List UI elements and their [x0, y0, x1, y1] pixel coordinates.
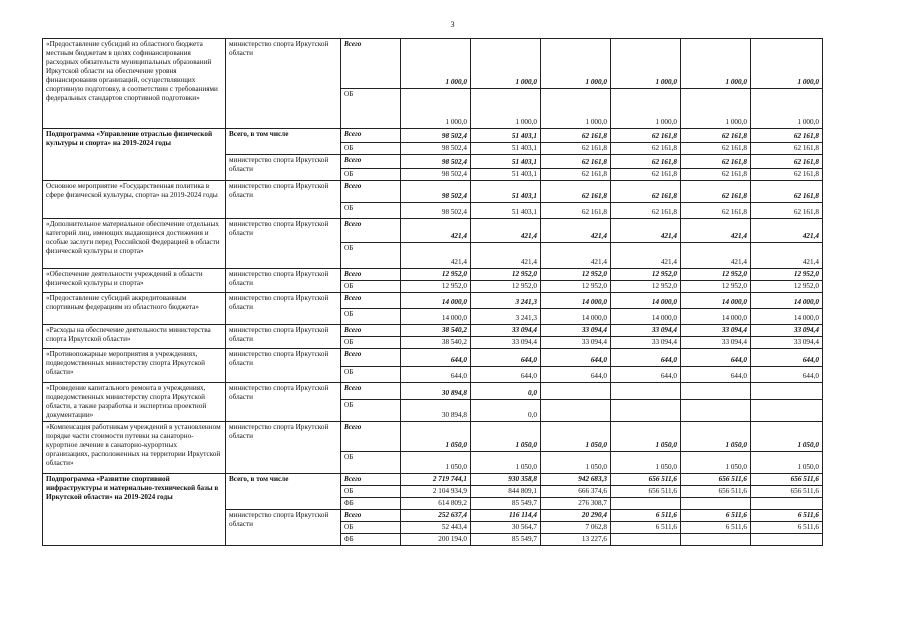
year-amount: 62 161,8 — [611, 155, 681, 169]
table-row — [43, 349, 823, 367]
year-amount: 30 564,7 — [471, 522, 541, 534]
year-amount: 62 161,8 — [681, 169, 751, 181]
year-amount: 12 952,0 — [611, 269, 681, 281]
measure-name: «Расходы на обеспечение деятельности министерства спорта Иркутской области» — [43, 325, 226, 349]
funding-source: ОБ — [341, 486, 401, 498]
year-amount: 1 050,0 — [401, 422, 471, 452]
year-amount: 644,0 — [541, 349, 611, 367]
year-amount: 6 511,6 — [751, 522, 823, 534]
executor: министерство спорта Иркутской области — [226, 181, 341, 219]
year-amount: 12 952,0 — [541, 269, 611, 281]
year-amount: 614 809,2 — [401, 498, 471, 510]
year-amount: 1 000,0 — [681, 39, 751, 89]
funding-source: ОБ — [341, 89, 401, 129]
measure-name: «Предоставление субсидий аккредитованным спортивным федерациям из областного бюджета» — [43, 293, 226, 325]
executor: министерство спорта Иркутской области — [226, 325, 341, 349]
year-amount — [541, 383, 611, 400]
year-amount: 644,0 — [401, 349, 471, 367]
funding-source: Всего — [341, 325, 401, 337]
year-amount: 1 050,0 — [471, 422, 541, 452]
year-amount: 421,4 — [611, 243, 681, 269]
table-row — [43, 383, 823, 400]
year-amount: 14 000,0 — [541, 309, 611, 325]
year-amount: 644,0 — [611, 349, 681, 367]
year-amount: 276 308,7 — [541, 498, 611, 510]
year-amount: 98 502,4 — [401, 143, 471, 155]
year-amount: 14 000,0 — [681, 293, 751, 309]
year-amount: 644,0 — [681, 367, 751, 383]
measure-name: «Проведение капитального ремонта в учреждениях, подведомственных министерству спорта Иркутской области, а также разработка и экспертиза проектной документации» — [43, 383, 226, 422]
year-amount: 12 952,0 — [681, 269, 751, 281]
year-amount: 20 290,4 — [541, 510, 611, 522]
year-amount: 12 952,0 — [401, 281, 471, 293]
measure-name: «Обеспечение деятельности учреждений в области физической культуры и спорта» — [43, 269, 226, 293]
year-amount: 33 094,4 — [611, 337, 681, 349]
table-row — [43, 181, 823, 203]
executor: министерство спорта Иркутской области — [226, 383, 341, 422]
year-amount: 2 104 934,9 — [401, 486, 471, 498]
table-row — [43, 269, 823, 281]
funding-source: Всего — [341, 129, 401, 143]
year-amount: 62 161,8 — [751, 155, 823, 169]
year-amount — [681, 534, 751, 546]
table-row — [43, 219, 823, 243]
year-amount: 644,0 — [611, 367, 681, 383]
year-amount: 421,4 — [541, 219, 611, 243]
year-amount: 1 050,0 — [681, 452, 751, 474]
year-amount: 252 637,4 — [401, 510, 471, 522]
year-amount: 14 000,0 — [751, 309, 823, 325]
funding-source: ОБ — [341, 169, 401, 181]
funding-source: Всего — [341, 39, 401, 89]
funding-source: ФБ — [341, 498, 401, 510]
year-amount: 12 952,0 — [471, 281, 541, 293]
executor: министерство спорта Иркутской области — [226, 293, 341, 325]
funding-source: ОБ — [341, 522, 401, 534]
year-amount: 421,4 — [471, 219, 541, 243]
year-amount: 33 094,4 — [751, 337, 823, 349]
year-amount — [751, 534, 823, 546]
year-amount: 1 000,0 — [541, 89, 611, 129]
year-amount: 656 511,6 — [681, 474, 751, 486]
year-amount: 12 952,0 — [401, 269, 471, 281]
year-amount: 14 000,0 — [401, 293, 471, 309]
year-amount: 1 000,0 — [611, 89, 681, 129]
page-number: 3 — [450, 20, 455, 29]
year-amount: 421,4 — [471, 243, 541, 269]
year-amount: 51 403,1 — [471, 181, 541, 203]
year-amount: 1 050,0 — [681, 422, 751, 452]
year-amount: 98 502,4 — [401, 203, 471, 219]
funding-source: Всего — [341, 474, 401, 486]
year-amount: 421,4 — [681, 243, 751, 269]
year-amount: 33 094,4 — [681, 325, 751, 337]
year-amount: 644,0 — [471, 349, 541, 367]
executor: министерство спорта Иркутской области — [226, 155, 341, 181]
year-amount: 1 000,0 — [751, 89, 823, 129]
year-amount: 7 062,8 — [541, 522, 611, 534]
budget-table — [42, 38, 823, 546]
year-amount: 98 502,4 — [401, 169, 471, 181]
year-amount: 33 094,4 — [611, 325, 681, 337]
year-amount: 98 502,4 — [401, 155, 471, 169]
year-amount: 51 403,1 — [471, 203, 541, 219]
funding-source: Всего — [341, 181, 401, 203]
funding-source: ОБ — [341, 452, 401, 474]
year-amount: 421,4 — [751, 219, 823, 243]
measure-name: «Компенсация работникам учреждений в установленном порядке части стоимости путевки на санаторно-курортное лечение в санаторно-курортных организациях, расположенных на территории Иркутской области» — [43, 422, 226, 474]
year-amount: 62 161,8 — [751, 203, 823, 219]
measure-name: Основное мероприятие «Государственная политика в сфере физической культуры, спорта» на 2019-2024 годы — [43, 181, 226, 219]
year-amount: 13 227,6 — [541, 534, 611, 546]
executor: Всего, в том числе — [226, 129, 341, 155]
table-row — [43, 293, 823, 309]
year-amount: 656 511,6 — [611, 474, 681, 486]
year-amount: 52 443,4 — [401, 522, 471, 534]
year-amount: 62 161,8 — [611, 129, 681, 143]
table-row — [43, 39, 823, 89]
measure-name: «Противопожарные мероприятия в учреждениях, подведомственных министерству спорта Иркутской области» — [43, 349, 226, 383]
year-amount: 12 952,0 — [471, 269, 541, 281]
year-amount: 38 540,2 — [401, 325, 471, 337]
year-amount — [751, 383, 823, 400]
year-amount: 942 683,3 — [541, 474, 611, 486]
year-amount: 30 894,8 — [401, 400, 471, 422]
year-amount: 12 952,0 — [611, 281, 681, 293]
year-amount: 62 161,8 — [751, 143, 823, 155]
measure-name: Подпрограмма «Развитие спортивной инфраструктуры и материально-технической базы в Иркутской области» на 2019-2024 годы — [43, 474, 226, 546]
executor: министерство спорта Иркутской области — [226, 269, 341, 293]
funding-source: Всего — [341, 510, 401, 522]
year-amount: 62 161,8 — [751, 181, 823, 203]
year-amount — [681, 383, 751, 400]
funding-source: ФБ — [341, 534, 401, 546]
year-amount: 1 050,0 — [611, 452, 681, 474]
year-amount: 116 114,4 — [471, 510, 541, 522]
executor: министерство спорта Иркутской области — [226, 349, 341, 383]
year-amount — [611, 400, 681, 422]
year-amount: 14 000,0 — [401, 309, 471, 325]
year-amount: 421,4 — [751, 243, 823, 269]
year-amount: 6 511,6 — [611, 510, 681, 522]
year-amount: 1 000,0 — [541, 39, 611, 89]
year-amount: 62 161,8 — [681, 203, 751, 219]
year-amount: 421,4 — [541, 243, 611, 269]
year-amount: 62 161,8 — [751, 129, 823, 143]
year-amount: 1 000,0 — [751, 39, 823, 89]
year-amount: 62 161,8 — [611, 143, 681, 155]
year-amount: 33 094,4 — [681, 337, 751, 349]
year-amount: 51 403,1 — [471, 155, 541, 169]
year-amount: 656 511,6 — [611, 486, 681, 498]
year-amount: 1 000,0 — [401, 89, 471, 129]
year-amount: 6 511,6 — [681, 522, 751, 534]
year-amount: 844 809,1 — [471, 486, 541, 498]
year-amount: 200 194,0 — [401, 534, 471, 546]
year-amount: 644,0 — [751, 367, 823, 383]
year-amount: 62 161,8 — [611, 169, 681, 181]
year-amount: 62 161,8 — [541, 181, 611, 203]
funding-source: Всего — [341, 155, 401, 169]
year-amount: 0,0 — [471, 383, 541, 400]
year-amount: 30 894,8 — [401, 383, 471, 400]
year-amount — [751, 498, 823, 510]
year-amount: 1 000,0 — [611, 39, 681, 89]
year-amount: 1 050,0 — [541, 422, 611, 452]
measure-name: «Предоставление субсидий из областного бюджета местным бюджетам в целях софинансирования расходных обязательств муниципальных образований Иркутской области на обеспечение уровня финансирования организаций, осуществляющих спортивную подготовку, в соответствии с требованиями федеральных стандартов спортивной подготовки» — [43, 39, 226, 129]
measure-name: Подпрограмма «Управление отраслью физической культуры и спорта» на 2019-2024 годы — [43, 129, 226, 181]
year-amount: 421,4 — [611, 219, 681, 243]
year-amount: 3 241,3 — [471, 309, 541, 325]
year-amount: 1 000,0 — [471, 89, 541, 129]
funding-source: ОБ — [341, 281, 401, 293]
executor: Всего, в том числе — [226, 474, 341, 510]
year-amount: 421,4 — [401, 243, 471, 269]
year-amount: 62 161,8 — [681, 129, 751, 143]
year-amount: 1 000,0 — [471, 39, 541, 89]
year-amount — [541, 400, 611, 422]
executor: министерство спорта Иркутской области — [226, 510, 341, 546]
year-amount: 1 050,0 — [541, 452, 611, 474]
year-amount: 14 000,0 — [541, 293, 611, 309]
year-amount: 98 502,4 — [401, 129, 471, 143]
year-amount: 1 000,0 — [401, 39, 471, 89]
year-amount: 1 050,0 — [401, 452, 471, 474]
year-amount: 1 050,0 — [751, 452, 823, 474]
year-amount: 1 050,0 — [751, 422, 823, 452]
year-amount: 666 374,6 — [541, 486, 611, 498]
year-amount: 12 952,0 — [751, 281, 823, 293]
table-row — [43, 325, 823, 337]
year-amount: 33 094,4 — [541, 325, 611, 337]
year-amount: 51 403,1 — [471, 143, 541, 155]
year-amount: 644,0 — [471, 367, 541, 383]
year-amount: 0,0 — [471, 400, 541, 422]
year-amount: 85 549,7 — [471, 498, 541, 510]
year-amount: 33 094,4 — [471, 337, 541, 349]
year-amount — [681, 400, 751, 422]
year-amount: 62 161,8 — [541, 143, 611, 155]
year-amount: 1 050,0 — [611, 422, 681, 452]
year-amount: 6 511,6 — [751, 510, 823, 522]
year-amount: 1 050,0 — [471, 452, 541, 474]
year-amount: 33 094,4 — [471, 325, 541, 337]
year-amount: 12 952,0 — [751, 269, 823, 281]
year-amount: 2 719 744,1 — [401, 474, 471, 486]
year-amount: 62 161,8 — [611, 203, 681, 219]
year-amount: 62 161,8 — [681, 155, 751, 169]
year-amount: 644,0 — [541, 367, 611, 383]
year-amount: 62 161,8 — [541, 203, 611, 219]
year-amount: 62 161,8 — [751, 169, 823, 181]
year-amount: 38 540,2 — [401, 337, 471, 349]
year-amount: 421,4 — [681, 219, 751, 243]
year-amount: 14 000,0 — [681, 309, 751, 325]
funding-source: ОБ — [341, 243, 401, 269]
year-amount: 644,0 — [681, 349, 751, 367]
year-amount — [681, 498, 751, 510]
table-row — [43, 422, 823, 452]
year-amount — [751, 400, 823, 422]
funding-source: ОБ — [341, 400, 401, 422]
year-amount: 14 000,0 — [611, 309, 681, 325]
year-amount: 62 161,8 — [681, 143, 751, 155]
year-amount: 421,4 — [401, 219, 471, 243]
executor: министерство спорта Иркутской области — [226, 219, 341, 269]
year-amount: 930 358,8 — [471, 474, 541, 486]
funding-source: Всего — [341, 383, 401, 400]
year-amount: 51 403,1 — [471, 169, 541, 181]
year-amount: 62 161,8 — [681, 181, 751, 203]
funding-source: Всего — [341, 219, 401, 243]
year-amount: 12 952,0 — [681, 281, 751, 293]
year-amount: 33 094,4 — [541, 337, 611, 349]
funding-source: ОБ — [341, 337, 401, 349]
measure-name: «Дополнительное материальное обеспечение отдельных категорий лиц, имеющих выдающиеся достижения и особые заслуги перед Российской Федерацией в области физической культуры и спорта» — [43, 219, 226, 269]
funding-source: ОБ — [341, 203, 401, 219]
year-amount: 12 952,0 — [541, 281, 611, 293]
year-amount: 33 094,4 — [751, 325, 823, 337]
funding-source: Всего — [341, 293, 401, 309]
table-row — [43, 129, 823, 143]
year-amount: 62 161,8 — [541, 169, 611, 181]
executor: министерство спорта Иркутской области — [226, 39, 341, 129]
year-amount: 98 502,4 — [401, 181, 471, 203]
year-amount: 1 000,0 — [681, 89, 751, 129]
funding-source: ОБ — [341, 367, 401, 383]
year-amount: 644,0 — [751, 349, 823, 367]
table-row — [43, 474, 823, 486]
year-amount: 14 000,0 — [611, 293, 681, 309]
year-amount: 51 403,1 — [471, 129, 541, 143]
year-amount: 85 549,7 — [471, 534, 541, 546]
year-amount: 656 511,6 — [751, 474, 823, 486]
funding-source: Всего — [341, 422, 401, 452]
year-amount: 656 511,6 — [751, 486, 823, 498]
funding-source: Всего — [341, 349, 401, 367]
year-amount: 62 161,8 — [541, 129, 611, 143]
year-amount — [611, 383, 681, 400]
year-amount — [611, 534, 681, 546]
funding-source: ОБ — [341, 309, 401, 325]
year-amount: 3 241,3 — [471, 293, 541, 309]
year-amount: 656 511,6 — [681, 486, 751, 498]
funding-source: ОБ — [341, 143, 401, 155]
executor: министерство спорта Иркутской области — [226, 422, 341, 474]
year-amount: 6 511,6 — [681, 510, 751, 522]
year-amount — [611, 498, 681, 510]
year-amount: 62 161,8 — [541, 155, 611, 169]
year-amount: 6 511,6 — [611, 522, 681, 534]
year-amount: 644,0 — [401, 367, 471, 383]
funding-source: Всего — [341, 269, 401, 281]
year-amount: 14 000,0 — [751, 293, 823, 309]
year-amount: 62 161,8 — [611, 181, 681, 203]
